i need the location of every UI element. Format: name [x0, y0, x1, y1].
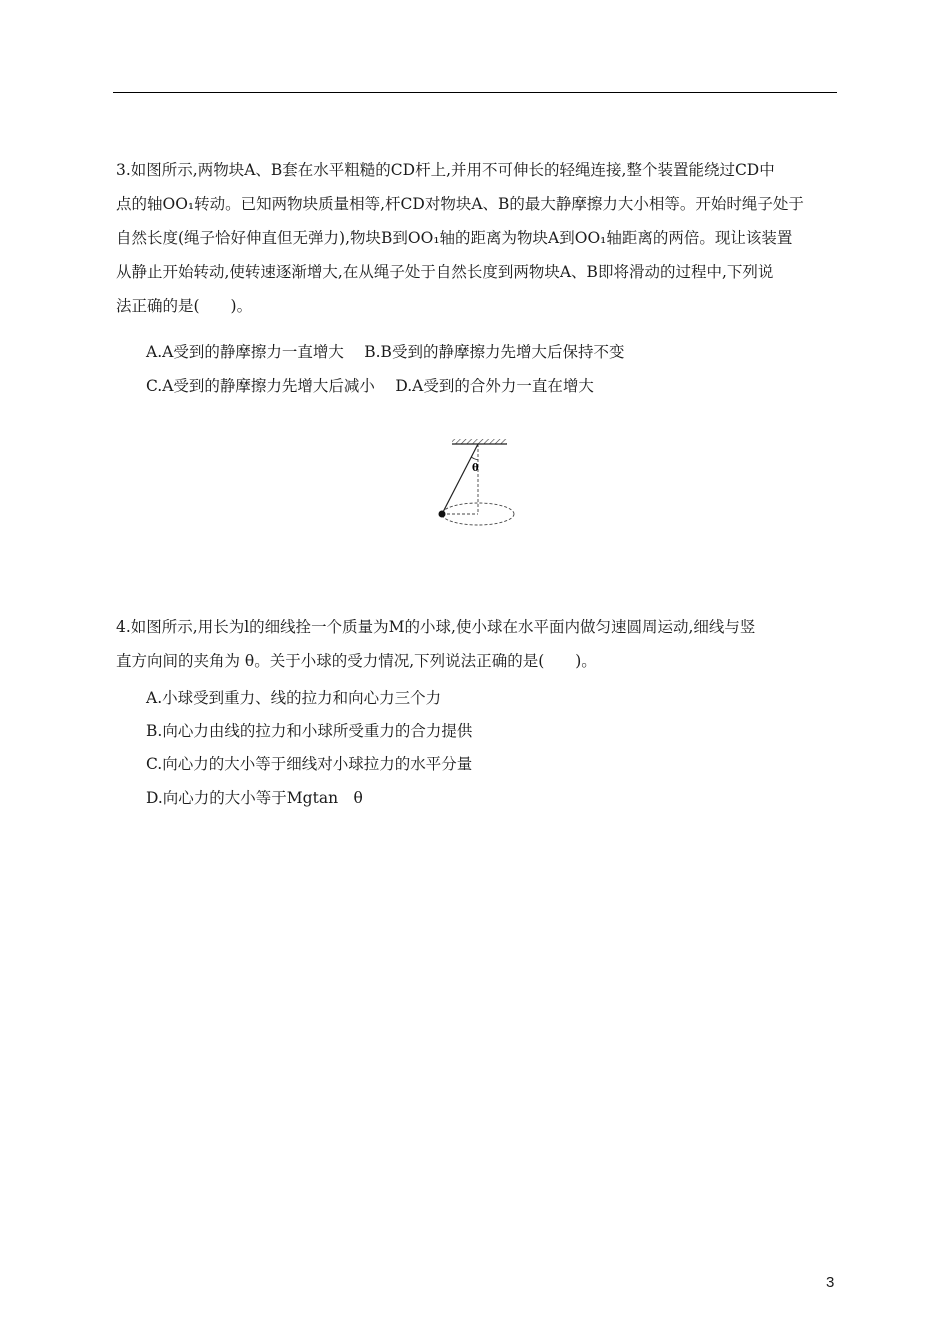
q4-line-1: 4.如图所示,用长为l的细线拴一个质量为M的小球,使小球在水平面内做匀速圆周运动,细线与竖: [116, 618, 756, 636]
q3-line-4: 从静止开始转动,使转速逐渐增大,在从绳子处于自然长度到两物块A、B即将滑动的过程中,下列说: [116, 263, 774, 281]
q3-line-2: 点的轴OO₁转动。已知两物块质量相等,杆CD对物块A、B的最大静摩擦力大小相等。开始时绳子处于: [116, 195, 804, 213]
q4-option-c: C.向心力的大小等于细线对小球拉力的水平分量: [146, 755, 473, 773]
q4-option-b: B.向心力由线的拉力和小球所受重力的合力提供: [146, 722, 473, 740]
ball: [439, 511, 446, 518]
q3-line-5: 法正确的是( )。: [116, 297, 253, 315]
question-4-stem: [116, 610, 838, 678]
page-number: 3: [826, 1274, 835, 1291]
question-3-stem: [116, 153, 838, 323]
q3-options-ab: A.A受到的静摩擦力一直增大 B.B受到的静摩擦力先增大后保持不变: [146, 343, 625, 361]
q4-line-2: 直方向间的夹角为 θ。关于小球的受力情况,下列说法正确的是( )。: [116, 652, 597, 670]
q3-line-3: 自然长度(绳子恰好伸直但无弹力),物块B到OO₁轴的距离为物块A到OO₁轴距离的两倍。现让该装置: [116, 229, 793, 247]
q4-option-d: D.向心力的大小等于Mgtan θ: [146, 789, 363, 807]
angle-arc: [471, 457, 478, 460]
ceiling-hatch: [452, 439, 507, 444]
q4-option-a: A.小球受到重力、线的拉力和向心力三个力: [146, 689, 442, 707]
q3-options-cd: C.A受到的静摩擦力先增大后减小 D.A受到的合外力一直在增大: [146, 377, 594, 395]
q3-line-1: 3.如图所示,两物块A、B套在水平粗糙的CD杆上,并用不可伸长的轻绳连接,整个装置能绕过CD中: [116, 161, 775, 179]
conical-pendulum-figure: [430, 435, 530, 539]
header-rule: [113, 92, 837, 93]
theta-label: θ: [472, 463, 479, 474]
